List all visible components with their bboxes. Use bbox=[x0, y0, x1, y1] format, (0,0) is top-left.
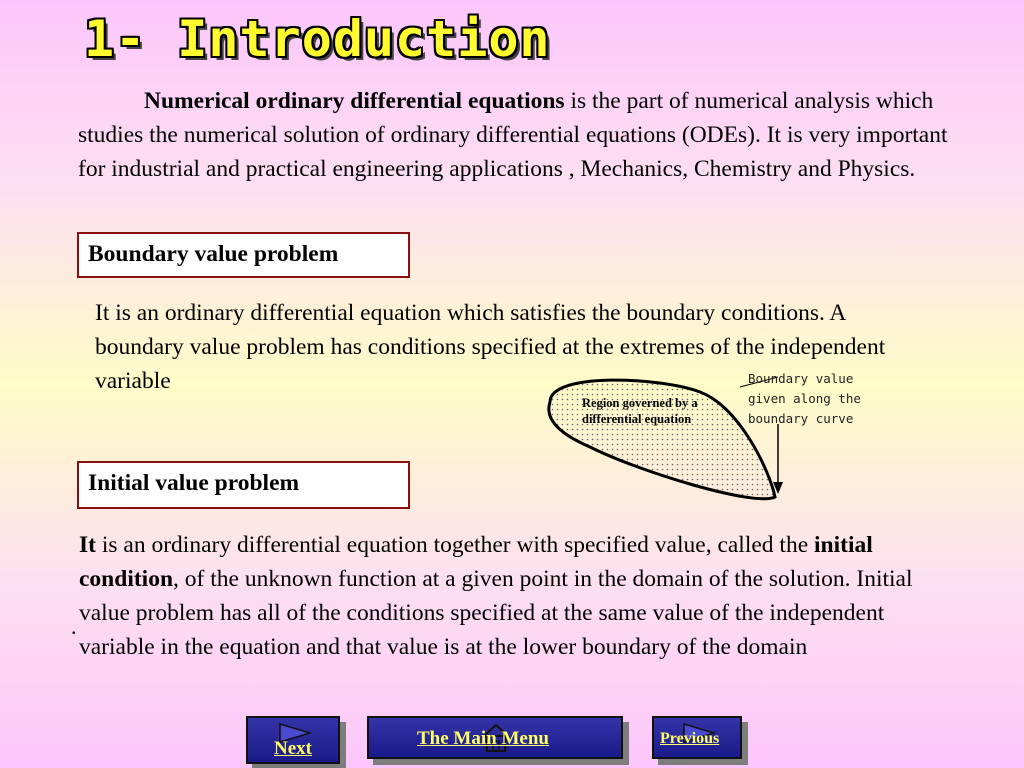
initial-text-a: is an ordinary differential equation together with specified value, called the bbox=[95, 532, 814, 558]
initial-bold-term: initial condition bbox=[79, 532, 873, 592]
previous-label: Previous bbox=[660, 730, 720, 747]
initial-paragraph bbox=[79, 528, 959, 664]
initial-text-b: , of the unknown function at a given point in the domain of the solution. Initial value problem has all of the conditions specified at the same value of the independent variable in the equation and that value is at the lower boundary of the domain bbox=[79, 566, 913, 660]
boundary-curve-label: Boundary value given along the boundary curve bbox=[748, 371, 861, 426]
next-label: Next bbox=[274, 738, 312, 759]
intro-bold-term: Numerical ordinary differential equations bbox=[144, 88, 565, 114]
stray-dot: . bbox=[71, 614, 77, 639]
initial-lead: It bbox=[79, 532, 96, 558]
page-title: 1- Introduction bbox=[84, 10, 551, 68]
main-menu-label: The Main Menu bbox=[417, 728, 549, 749]
initial-heading: Initial value problem bbox=[88, 470, 300, 496]
region-label: Region governed by a differential equation bbox=[582, 396, 698, 426]
main-menu-button[interactable] bbox=[367, 716, 623, 759]
previous-button[interactable] bbox=[652, 716, 742, 759]
intro-text: is the part of numerical analysis which studies the numerical solution of ordinary differential equations (ODEs). It is very important for industrial and practical engineering applications , Mechanics, Chemistry and Physics. bbox=[78, 88, 948, 182]
intro-paragraph bbox=[78, 84, 948, 186]
next-button[interactable] bbox=[246, 716, 340, 764]
boundary-paragraph: It is an ordinary differential equation which satisfies the boundary conditions. A boundary value problem has conditions specified at the extremes of the independent variable bbox=[95, 300, 886, 394]
initial-heading-box bbox=[77, 461, 410, 509]
boundary-heading: Boundary value problem bbox=[88, 241, 339, 267]
boundary-heading-box bbox=[77, 232, 410, 278]
